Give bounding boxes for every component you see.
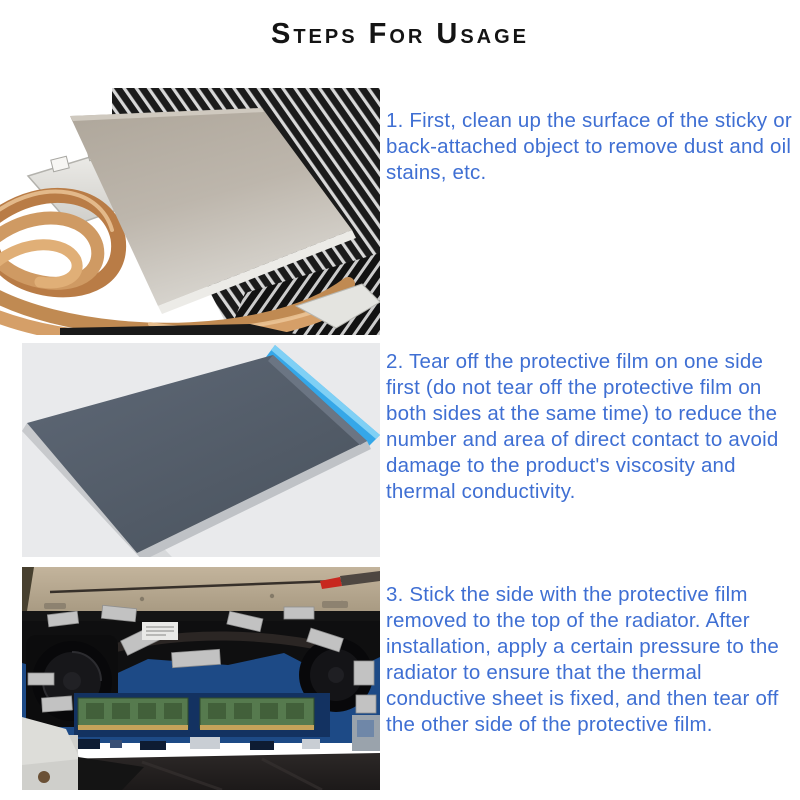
step3-photo-laptop-internals	[22, 567, 380, 790]
cover-latch	[322, 601, 348, 608]
step2-instruction: 2. Tear off the protective film on one side first (do not tear off the protective film on both sides at the same time) to reduce the number and area of direct contact to avoid damage to the product's viscosity and thermal conductivity.	[386, 350, 779, 503]
ram-module-left	[78, 698, 188, 730]
screw-hole	[140, 597, 144, 601]
screw-hole	[270, 594, 274, 598]
cover-latch	[44, 603, 66, 609]
step1-photo-heatsink	[0, 88, 380, 335]
fan-hub-right	[328, 667, 344, 683]
page-title: Steps For Usage	[270, 18, 530, 50]
laptop-internals-illustration	[22, 567, 380, 790]
step3-instruction: 3. Stick the side with the protective film removed to the top of the radiator. After installation, apply a certain pressure to the radiator to ensure that the thermal conductive sheet is fixed, and then tear off the other side of the protective film.	[386, 583, 780, 736]
bracket-detail	[38, 771, 50, 783]
step2-photo-pad-with-film	[22, 343, 380, 557]
ram-module-right	[200, 698, 314, 730]
pad-film-illustration	[22, 343, 380, 557]
fan-hub-left	[63, 672, 81, 690]
step1-instruction: 1. First, clean up the surface of the sticky or back-attached object to remove dust and oil stains, etc.	[386, 109, 792, 184]
heatsink-illustration	[0, 88, 380, 335]
cpu-die	[357, 720, 374, 737]
